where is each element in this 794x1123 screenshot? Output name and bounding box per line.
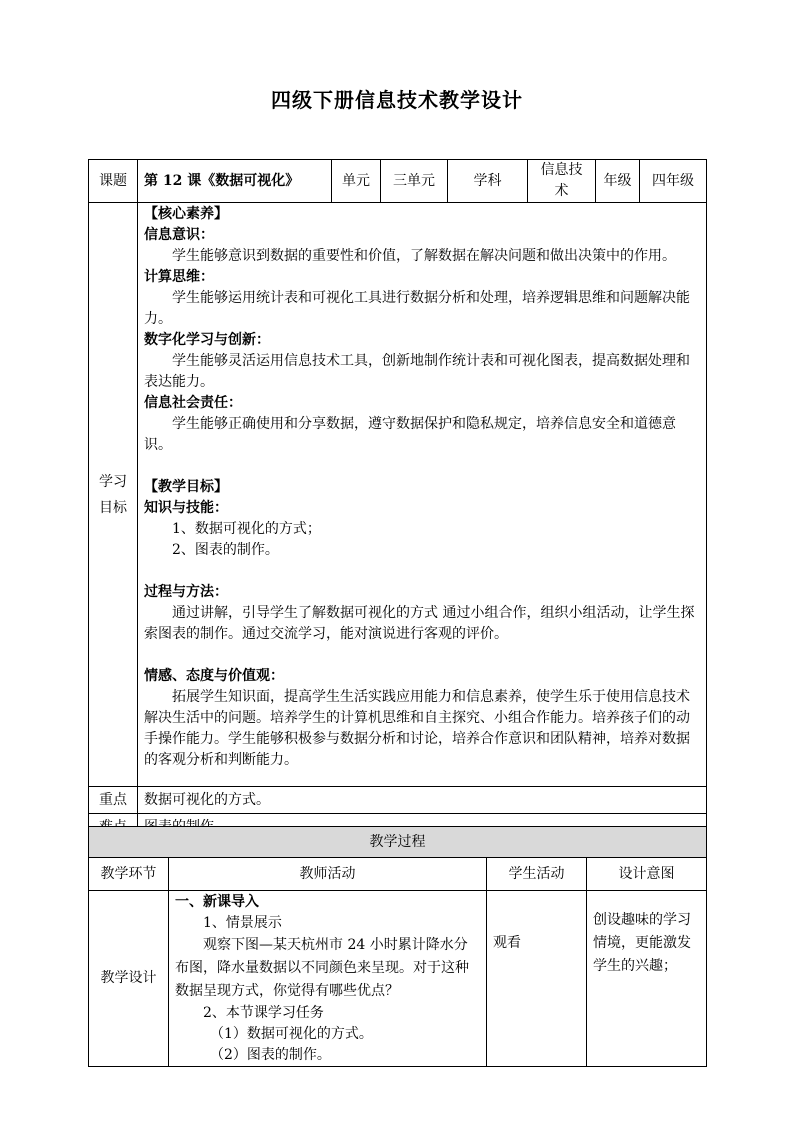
social-text: 学生能够正确使用和分享数据，遵守数据保护和隐私规定，培养信息安全和道德意识。 (144, 416, 676, 453)
grade-label: 年级 (596, 160, 640, 203)
digital-text: 学生能够灵活运用信息技术工具，创新地制作统计表和可视化图表，提高数据处理和表达能力。 (144, 353, 690, 390)
knowledge-item-1: 1、数据可视化的方式； (172, 521, 321, 537)
unit-value: 三单元 (381, 160, 448, 203)
teacher-activity (169, 891, 487, 1067)
step-1-text: 观察下图—某天杭州市 24 小时累计降水分布图，降水量数据以不同颜色来呈现。对于这种数据呈现方式，你觉得有哪些优点？ (175, 937, 469, 999)
knowledge-item-2: 2、图表的制作。 (172, 542, 279, 558)
key-point-label: 重点 (89, 787, 138, 814)
knowledge-title: 知识与技能： (144, 500, 228, 516)
header-student: 学生活动 (487, 858, 587, 891)
section-title: 一、新课导入 (175, 894, 259, 910)
core-heading: 【核心素养】 (144, 206, 228, 222)
objectives-label-line1: 学习 (99, 473, 127, 490)
key-point-text: 数据可视化的方式。 (138, 787, 707, 814)
lesson-info-table (88, 159, 707, 841)
objectives-label (89, 203, 138, 787)
lesson-value: 第 12 课《数据可视化》 (138, 160, 332, 203)
task-1: （1）数据可视化的方式。 (210, 1026, 373, 1042)
grade-value: 四年级 (640, 160, 707, 203)
social-title: 信息社会责任： (144, 395, 242, 411)
computational-text: 学生能够运用统计表和可视化工具进行数据分析和处理，培养逻辑思维和问题解决能力。 (144, 290, 690, 327)
objectives-content (138, 203, 707, 787)
computational-title: 计算思维： (144, 269, 214, 285)
teaching-heading: 【教学目标】 (144, 479, 228, 495)
header-stage: 教学环节 (89, 858, 169, 891)
header-intent: 设计意图 (587, 858, 707, 891)
student-activity: 观看 (487, 891, 587, 1067)
info-awareness-text: 学生能够意识到数据的重要性和价值，了解数据在解决问题和做出决策中的作用。 (172, 248, 676, 264)
design-intent: 创设趣味的学习情境，更能激发学生的兴趣； (587, 891, 707, 1067)
info-awareness-title: 信息意识： (144, 227, 214, 243)
page-title: 四级下册信息技术教学设计 (271, 88, 523, 112)
subject-label: 学科 (448, 160, 528, 203)
step-1: 1、情景展示 (203, 915, 282, 931)
objectives-label-line2: 目标 (99, 499, 127, 516)
process-text: 通过讲解，引导学生了解数据可视化的方式 通过小组合作，组织小组活动，让学生探索图表的制作。通过交流学习，能对演说进行客观的评价。 (144, 605, 695, 642)
process-heading: 教学过程 (89, 827, 707, 858)
digital-title: 数字化学习与创新： (144, 332, 270, 348)
step-2: 2、本节课学习任务 (203, 1005, 324, 1021)
teaching-process-table (88, 826, 707, 1067)
header-teacher: 教师活动 (169, 858, 487, 891)
process-title: 过程与方法： (144, 584, 228, 600)
lesson-label: 课题 (89, 160, 138, 203)
emotion-title: 情感、态度与价值观： (144, 668, 284, 684)
subject-value: 信息技术 (528, 160, 596, 203)
design-label: 教学设计 (89, 891, 169, 1067)
unit-label: 单元 (332, 160, 381, 203)
emotion-text: 拓展学生知识面，提高学生生活实践应用能力和信息素养，使学生乐于使用信息技术解决生活中的问题。培养学生的计算机思维和自主探究、小组合作能力。培养孩子们的动手操作能力。学生能够积极参与数据分析和讨论，培养合作意识和团队精神，培养对数据的客观分析和判断能力。 (144, 689, 690, 768)
task-2: （2）图表的制作。 (210, 1047, 331, 1063)
